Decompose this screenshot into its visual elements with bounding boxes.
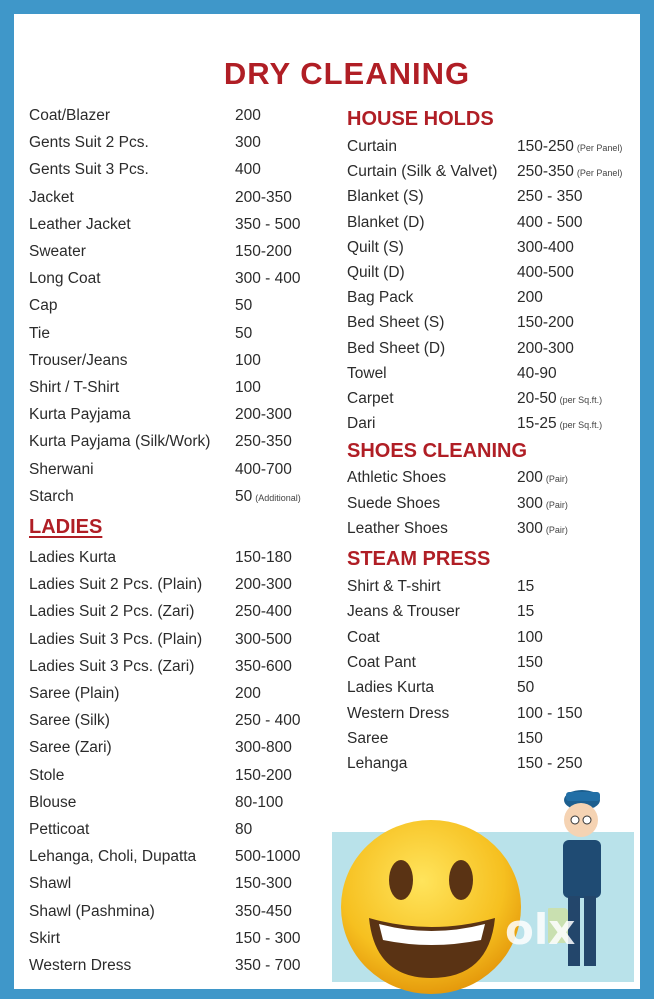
item-name: Bag Pack	[347, 289, 414, 307]
item-name: Curtain	[347, 138, 397, 155]
price-row	[347, 654, 637, 674]
price-row	[347, 390, 637, 410]
price-value: 150 - 300	[235, 929, 301, 947]
price-row	[347, 138, 637, 158]
item-price	[235, 739, 292, 757]
price-value: 80	[235, 821, 253, 838]
item-name: Petticoat	[29, 821, 90, 838]
price-value: 50	[235, 324, 253, 342]
item-price	[235, 270, 301, 288]
item-price	[235, 216, 301, 234]
price-note: (Pair)	[545, 474, 568, 484]
price-value: 40-90	[517, 364, 557, 382]
item-name: Ladies Kurta	[347, 679, 435, 697]
price-row	[29, 685, 355, 705]
item-price	[517, 679, 534, 697]
price-value: 15-25	[517, 415, 557, 433]
price-value: 150 - 250	[517, 755, 583, 773]
price-row	[29, 957, 355, 977]
price-row	[29, 549, 355, 569]
price-row	[29, 134, 355, 154]
olx-watermark-logo: olx	[505, 905, 576, 954]
price-value: 50	[235, 297, 253, 315]
price-value: 400 - 500	[517, 213, 583, 231]
item-price	[235, 903, 292, 921]
item-price	[235, 658, 292, 676]
item-name: Coat	[347, 628, 380, 646]
item-name: Western Dress	[347, 704, 450, 722]
price-note: (Additional)	[255, 492, 301, 503]
item-name: Blanket (S)	[347, 188, 424, 206]
item-price	[517, 755, 583, 773]
item-price	[517, 469, 568, 487]
item-name: Kurta Payjama	[29, 406, 131, 424]
item-price	[235, 243, 292, 261]
item-price	[517, 730, 543, 748]
price-row	[29, 821, 355, 841]
item-name: Starch	[29, 487, 74, 505]
price-row	[29, 461, 355, 481]
item-price	[517, 705, 583, 723]
item-name: Towel	[347, 364, 387, 382]
price-row	[347, 365, 637, 385]
price-row	[29, 270, 355, 290]
item-name: Tie	[29, 324, 50, 342]
item-price	[235, 134, 261, 152]
price-value: 300-800	[235, 739, 292, 757]
price-value: 200	[517, 289, 543, 307]
item-name: Quilt (D)	[347, 264, 405, 281]
price-row	[29, 576, 355, 596]
item-price	[517, 264, 574, 282]
item-name: Lehanga	[347, 755, 408, 773]
item-price	[235, 631, 292, 649]
price-row	[29, 794, 355, 814]
price-value: 80-100	[235, 793, 284, 811]
item-name: Saree (Zari)	[29, 739, 112, 757]
price-row	[29, 739, 355, 759]
price-row	[347, 214, 637, 234]
price-value: 150	[517, 729, 543, 747]
price-value: 150-200	[517, 314, 574, 332]
item-name: Gents Suit 3 Pcs.	[29, 161, 149, 179]
price-value: 300-500	[235, 630, 292, 648]
price-row	[29, 297, 355, 317]
item-name: Ladies Suit 2 Pcs. (Plain)	[29, 576, 203, 594]
price-value: 50	[235, 487, 253, 505]
price-row	[29, 325, 355, 345]
item-name: Cap	[29, 297, 58, 315]
item-price	[517, 603, 534, 621]
price-row	[347, 340, 637, 360]
item-name: Kurta Payjama (Silk/Work)	[29, 433, 211, 451]
ladies-heading: LADIES	[29, 516, 103, 538]
item-name: Curtain (Silk & Valvet)	[347, 163, 498, 181]
item-price	[235, 576, 292, 594]
price-row	[29, 712, 355, 732]
price-row	[347, 314, 637, 334]
price-row	[29, 603, 355, 623]
item-price	[235, 352, 261, 370]
price-value: 150	[517, 653, 543, 671]
item-price	[235, 794, 283, 812]
price-value: 200-300	[235, 576, 292, 594]
price-value: 150-200	[235, 766, 292, 784]
item-price	[235, 957, 301, 975]
price-row	[29, 352, 355, 372]
item-price	[517, 138, 622, 156]
item-price	[517, 520, 568, 538]
item-name: Shawl (Pashmina)	[29, 902, 155, 920]
price-value: 200-350	[235, 188, 292, 206]
item-name: Leather Shoes	[347, 520, 448, 537]
price-row	[347, 289, 637, 309]
item-price	[235, 161, 261, 179]
item-price	[235, 875, 292, 893]
price-row	[347, 415, 637, 435]
price-row	[347, 188, 637, 208]
item-name: Blouse	[29, 793, 77, 811]
steam-press-heading: STEAM PRESS	[347, 548, 491, 570]
price-row	[29, 406, 355, 426]
price-row	[29, 767, 355, 787]
price-row	[347, 163, 637, 183]
price-row	[29, 488, 355, 508]
price-note: (Per Panel)	[576, 168, 623, 179]
price-row	[347, 239, 637, 259]
price-value: 250-400	[235, 603, 292, 621]
price-row	[29, 875, 355, 895]
item-name: Lehanga, Choli, Dupatta	[29, 848, 197, 866]
item-price	[517, 495, 568, 513]
price-row	[347, 520, 637, 540]
price-row	[29, 658, 355, 678]
item-name: Dari	[347, 415, 376, 433]
price-row	[29, 631, 355, 651]
price-note: (per Sq.ft.)	[559, 395, 603, 405]
price-value: 100	[235, 351, 261, 369]
price-value: 300	[517, 520, 543, 537]
price-value: 400	[235, 161, 261, 179]
price-row	[347, 755, 637, 775]
item-price	[235, 685, 261, 703]
price-note: (Pair)	[545, 499, 568, 510]
item-name: Bed Sheet (D)	[347, 339, 446, 357]
item-name: Jeans & Trouser	[347, 603, 460, 621]
item-price	[235, 325, 252, 343]
item-price	[235, 189, 292, 207]
item-name: Coat Pant	[347, 653, 416, 671]
item-name: Saree (Plain)	[29, 685, 120, 702]
item-name: Bed Sheet (S)	[347, 314, 445, 332]
item-name: Ladies Suit 3 Pcs. (Plain)	[29, 630, 203, 648]
price-row	[347, 629, 637, 649]
households-heading: HOUSE HOLDS	[347, 108, 494, 130]
price-row	[29, 216, 355, 236]
item-price	[235, 930, 301, 948]
price-value: 100	[517, 628, 543, 646]
price-row	[347, 603, 637, 623]
item-price	[517, 654, 543, 672]
price-value: 250 - 400	[235, 712, 301, 730]
price-note: (Pair)	[545, 525, 568, 535]
price-value: 150-180	[235, 549, 292, 566]
price-value: 150-250	[517, 138, 574, 155]
item-name: Shirt & T-shirt	[347, 578, 441, 595]
price-value: 300-400	[517, 238, 574, 256]
item-name: Saree	[347, 729, 389, 747]
item-price	[517, 578, 534, 596]
price-value: 250-350	[517, 163, 574, 181]
price-row	[347, 469, 637, 489]
item-name: Coat/Blazer	[29, 107, 110, 124]
price-row	[29, 930, 355, 950]
item-price	[517, 390, 602, 408]
price-value: 350-600	[235, 657, 292, 675]
shoes-cleaning-heading: SHOES CLEANING	[347, 440, 528, 462]
price-row	[29, 243, 355, 263]
price-value: 500-1000	[235, 848, 301, 866]
item-name: Blanket (D)	[347, 213, 425, 231]
item-name: Long Coat	[29, 270, 101, 288]
price-value: 20-50	[517, 390, 557, 407]
price-row	[29, 903, 355, 923]
item-price	[235, 107, 261, 125]
price-value: 150-300	[235, 875, 292, 893]
price-value: 300	[517, 494, 543, 512]
item-name: Carpet	[347, 390, 394, 407]
item-name: Jacket	[29, 188, 74, 206]
item-price	[235, 712, 301, 730]
smiley-emoji	[339, 818, 523, 996]
price-value: 200	[235, 685, 261, 702]
item-price	[517, 314, 574, 332]
price-value: 200-300	[517, 339, 574, 357]
price-row	[29, 433, 355, 453]
price-row	[29, 189, 355, 209]
item-name: Western Dress	[29, 957, 132, 974]
price-value: 400-700	[235, 460, 292, 478]
item-name: Quilt (S)	[347, 238, 404, 256]
item-name: Ladies Suit 2 Pcs. (Zari)	[29, 603, 195, 621]
price-row	[347, 730, 637, 750]
item-price	[235, 379, 261, 397]
item-price	[517, 629, 543, 647]
price-value: 250-350	[235, 433, 292, 451]
price-row	[29, 848, 355, 868]
item-name: Suede Shoes	[347, 494, 441, 512]
item-price	[235, 433, 292, 451]
price-row	[29, 379, 355, 399]
item-name: Athletic Shoes	[347, 469, 447, 486]
price-value: 100 - 150	[517, 704, 583, 722]
price-row	[347, 679, 637, 699]
price-value: 300	[235, 134, 261, 152]
price-value: 350 - 700	[235, 957, 301, 974]
price-value: 15	[517, 578, 535, 595]
price-value: 350 - 500	[235, 215, 301, 233]
item-name: Stole	[29, 766, 65, 784]
price-row	[347, 264, 637, 284]
price-value: 150-200	[235, 243, 292, 260]
item-name: Shirt / T-Shirt	[29, 379, 120, 396]
item-name: Gents Suit 2 Pcs.	[29, 134, 149, 152]
price-value: 200	[517, 469, 543, 486]
price-note: (per Sq.ft.)	[559, 420, 603, 431]
item-name: Shawl	[29, 875, 72, 893]
price-value: 200-300	[235, 406, 292, 424]
price-row	[347, 578, 637, 598]
item-price	[235, 603, 292, 621]
item-price	[517, 239, 574, 257]
item-price	[235, 767, 292, 785]
item-price	[517, 289, 543, 307]
price-value: 200	[235, 107, 261, 124]
item-name: Skirt	[29, 929, 60, 947]
item-price	[235, 821, 252, 839]
item-name: Ladies Suit 3 Pcs. (Zari)	[29, 657, 195, 675]
price-value: 15	[517, 603, 535, 621]
price-value: 50	[517, 679, 535, 697]
price-row	[347, 495, 637, 515]
item-price	[235, 549, 292, 567]
item-price	[235, 488, 301, 506]
item-price	[517, 163, 622, 181]
price-value: 100	[235, 379, 261, 396]
item-name: Leather Jacket	[29, 215, 131, 233]
item-price	[235, 461, 292, 479]
item-price	[235, 848, 301, 866]
item-price	[517, 188, 583, 206]
item-price	[517, 415, 602, 433]
price-row	[29, 161, 355, 181]
item-name: Trouser/Jeans	[29, 351, 128, 369]
item-name: Ladies Kurta	[29, 549, 117, 566]
item-price	[235, 297, 252, 315]
item-price	[517, 214, 583, 232]
price-row	[29, 107, 355, 127]
item-name: Saree (Silk)	[29, 712, 110, 730]
page-title: DRY CLEANING	[223, 56, 471, 91]
price-value: 300 - 400	[235, 270, 301, 288]
item-name: Sweater	[29, 243, 86, 260]
item-name: Sherwani	[29, 460, 94, 478]
price-value: 350-450	[235, 902, 292, 920]
item-price	[517, 365, 557, 383]
item-price	[235, 406, 292, 424]
price-note: (Per Panel)	[576, 143, 623, 153]
price-value: 400-500	[517, 264, 574, 281]
price-value: 250 - 350	[517, 188, 583, 206]
price-row	[347, 705, 637, 725]
item-price	[517, 340, 574, 358]
